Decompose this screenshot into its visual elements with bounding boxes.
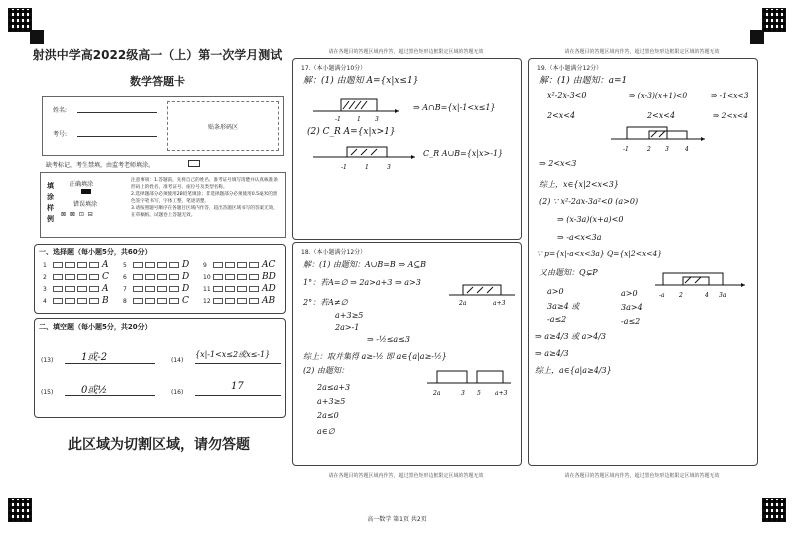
q18-line: a+3≥5 xyxy=(317,397,346,406)
handwritten-choice: B xyxy=(102,296,109,306)
q19-line: 解：(1) 由题知：a=1 xyxy=(539,76,628,86)
card-subtitle: 数学答题卡 xyxy=(130,75,185,88)
q19-line: 2<x<4 xyxy=(547,111,576,120)
option-bubble[interactable] xyxy=(169,298,179,304)
option-bubble[interactable] xyxy=(157,262,167,268)
q17-axis2-tick: -1 xyxy=(341,164,347,171)
q19-line: ⇒ (x-3)(x+1)<0 xyxy=(629,91,688,100)
blank-15-line[interactable] xyxy=(65,395,155,396)
option-bubble[interactable] xyxy=(133,298,143,304)
q19-axis1-tick: -1 xyxy=(623,146,629,153)
option-bubble[interactable] xyxy=(65,298,75,304)
q18-line: 1°：若A=∅ ⇒ 2a>a+3 ⇒ a>3 xyxy=(303,278,421,287)
handwritten-choice: C xyxy=(182,296,189,306)
blank-13-line[interactable] xyxy=(65,363,155,364)
section2-title: 二、填空题（每小题5分，共20分） xyxy=(39,323,152,331)
q17-header: 17.（本小题满分10分） xyxy=(301,65,367,72)
handwritten-choice: C xyxy=(102,272,109,282)
option-bubble[interactable] xyxy=(169,274,179,280)
q19-line: -a≤2 xyxy=(547,315,567,324)
question-number: 5 xyxy=(123,261,127,269)
name-field[interactable] xyxy=(77,112,157,113)
choice-question xyxy=(43,284,123,294)
q17-axis1-tick: 1 xyxy=(357,116,361,123)
choice-question xyxy=(123,260,203,270)
q19-axis2-tick: 3a xyxy=(719,292,727,299)
qr-code-top-left xyxy=(8,8,32,32)
q19-axis1-tick: 3 xyxy=(665,146,669,153)
q19-number-line-1 xyxy=(609,119,709,153)
option-bubble[interactable] xyxy=(53,274,63,280)
choice-row xyxy=(43,271,283,283)
handwritten-choice: A xyxy=(102,260,109,270)
option-bubble[interactable] xyxy=(249,298,259,304)
q19-line: 3a≥4 或 xyxy=(547,302,580,311)
fill-example-label: 填 涂 样 例 xyxy=(47,182,54,223)
page-footer: 高一数学 第1页 共2页 xyxy=(367,516,427,523)
q19-line: (2) ∵ x²-2ax-3a²<0 (a>0) xyxy=(539,197,639,206)
exam-no-label: 考号: xyxy=(53,131,68,138)
q19-axis2-tick: 2 xyxy=(679,292,683,299)
handwritten-choice: BD xyxy=(262,272,276,282)
q18-line: 综上：取并集得 a≥-½ 即 a∈{a|a≥-½} xyxy=(303,352,447,361)
q19-line: 又由题知：Q⊊P xyxy=(539,268,598,277)
q18-axis2-tick: 2a xyxy=(433,390,441,397)
option-bubble[interactable] xyxy=(65,286,75,292)
q19-line: -a≤2 xyxy=(621,317,641,326)
q18-axis2-tick: 3 xyxy=(461,390,465,397)
page-title: 射洪中学高2022级高一（上）第一次学月测试 xyxy=(32,48,283,62)
option-bubble[interactable] xyxy=(237,286,247,292)
option-bubble[interactable] xyxy=(89,286,99,292)
q19-line: a>0 xyxy=(621,289,638,298)
option-bubble[interactable] xyxy=(225,286,235,292)
blank-16-answer: 17 xyxy=(231,381,244,392)
q17-number-line-2 xyxy=(311,137,421,177)
q17-axis1-tick: 3 xyxy=(375,116,379,123)
option-bubble[interactable] xyxy=(225,262,235,268)
wrong-fill-label: 错误填涂 xyxy=(73,201,98,208)
option-bubble[interactable] xyxy=(145,286,155,292)
question-number: 2 xyxy=(43,273,47,281)
q18-axis1-tick: 2a xyxy=(459,300,467,307)
boundary-notice-bottom: 请在各题目的答题区域内作答，超过黑色矩形边框限定区域的答题无效 xyxy=(328,473,484,479)
answer-card-header xyxy=(30,46,285,89)
blank-13-label: (13) xyxy=(41,357,54,364)
boundary-notice-top: 请在各题目的答题区域内作答，超过黑色矩形边框限定区域的答题无效 xyxy=(564,49,720,55)
option-bubble[interactable] xyxy=(237,274,247,280)
question-number: 11 xyxy=(203,285,211,293)
alignment-mark xyxy=(30,30,44,44)
option-bubble[interactable] xyxy=(237,262,247,268)
option-bubble[interactable] xyxy=(213,298,223,304)
q19-number-line-2 xyxy=(653,265,749,299)
correct-fill-label: 正确填涂 xyxy=(69,181,94,188)
option-bubble[interactable] xyxy=(145,298,155,304)
blank-16-line[interactable] xyxy=(195,395,281,396)
choice-grid xyxy=(43,259,283,307)
boundary-notice-top: 请在各题目的答题区域内作答，超过黑色矩形边框限定区域的答题无效 xyxy=(328,49,484,55)
option-bubble[interactable] xyxy=(145,274,155,280)
q18-line: 2a>-1 xyxy=(335,323,360,332)
question-number: 9 xyxy=(203,261,207,269)
option-bubble[interactable] xyxy=(133,274,143,280)
choice-question xyxy=(43,260,123,270)
q18-line: 解：(1) 由题知：A∪B=B ⇒ A⊆B xyxy=(303,260,426,269)
cut-zone xyxy=(34,420,284,468)
question-number: 7 xyxy=(123,285,127,293)
blank-16-label: (16) xyxy=(171,389,184,396)
option-bubble[interactable] xyxy=(89,298,99,304)
option-bubble[interactable] xyxy=(213,262,223,268)
option-bubble[interactable] xyxy=(77,298,87,304)
choice-question xyxy=(123,284,203,294)
choice-question xyxy=(123,272,203,282)
option-bubble[interactable] xyxy=(145,262,155,268)
correct-fill-sample xyxy=(81,189,91,194)
wrong-fill-samples: ⊠ ⊠ ⊡ ⊟ xyxy=(61,211,94,218)
blank-15-answer: 0或½ xyxy=(81,385,108,396)
option-bubble[interactable] xyxy=(249,262,259,268)
option-bubble[interactable] xyxy=(169,286,179,292)
q18-axis2-tick: a+3 xyxy=(495,390,508,397)
choice-question xyxy=(203,296,283,306)
q19-line: 3a>4 xyxy=(621,303,643,312)
option-bubble[interactable] xyxy=(53,298,63,304)
choice-question xyxy=(203,260,283,270)
option-bubble[interactable] xyxy=(157,286,167,292)
alignment-mark xyxy=(750,30,764,44)
q19-axis2-tick: -a xyxy=(659,292,665,299)
option-bubble[interactable] xyxy=(89,274,99,280)
choice-row xyxy=(43,295,283,307)
option-bubble[interactable] xyxy=(89,262,99,268)
question-number: 8 xyxy=(123,297,127,305)
choice-row xyxy=(43,283,283,295)
q18-line: (2) 由题知： xyxy=(303,366,349,375)
blank-15-label: (15) xyxy=(41,389,54,396)
question-number: 3 xyxy=(43,285,47,293)
q17-answer-box xyxy=(292,58,522,240)
option-bubble[interactable] xyxy=(213,274,223,280)
q19-line: a>0 xyxy=(547,287,564,296)
q17-axis1-tick: -1 xyxy=(335,116,341,123)
option-bubble[interactable] xyxy=(77,274,87,280)
q19-line: x²-2x-3<0 xyxy=(547,91,587,100)
option-bubble[interactable] xyxy=(225,274,235,280)
q19-line: ∵ p={x|-a<x<3a} Q={x|2<x<4} xyxy=(537,249,663,258)
notes: 注意事项：1.答题前，先将自己的姓名、准考证号填写清楚并认真核准条形码上的姓名、准考证号、座位号及类型名称。 2.选择题部分必须使用2B铅笔填涂；非选择题部分必须使用0.5毫米的黑色签字笔书写，字体工整，笔迹清楚。 3.请按照题号顺序在各题目区域内作答，超出答题区域书写的答案无效，在草稿纸、试题卷上答题无效。 xyxy=(131,178,278,218)
q17-axis2-tick: 3 xyxy=(387,164,391,171)
qr-code-top-right xyxy=(762,8,786,32)
handwritten-choice: D xyxy=(182,260,190,270)
handwritten-choice: AC xyxy=(262,260,276,270)
option-bubble[interactable] xyxy=(249,286,259,292)
q18-axis2-tick: 5 xyxy=(477,390,481,397)
q19-line: ⇒ a≥4/3 或 a>4/3 xyxy=(535,332,607,341)
choice-question xyxy=(203,272,283,282)
absent-note: 缺考标记，考生禁填，由监考老师填涂。 xyxy=(46,162,155,169)
q18-number-line-2 xyxy=(425,361,515,401)
q19-line: 综上，x∈{x|2<x<3} xyxy=(539,180,619,189)
option-bubble[interactable] xyxy=(77,286,87,292)
question-number: 10 xyxy=(203,273,211,281)
option-bubble[interactable] xyxy=(53,286,63,292)
q17-axis2-tick: 1 xyxy=(365,164,369,171)
option-bubble[interactable] xyxy=(133,286,143,292)
q18-line: a∈∅ xyxy=(317,427,335,436)
option-bubble[interactable] xyxy=(157,274,167,280)
q19-line: 2<x<4 xyxy=(647,111,676,120)
q19-line: ⇒ 2<x<4 xyxy=(713,111,749,120)
q17-line2: ⇒ A∩B={x|-1<x≤1} xyxy=(413,103,496,112)
question-number: 1 xyxy=(43,261,47,269)
q19-line: ⇒ (x-3a)(x+a)<0 xyxy=(557,215,624,224)
choice-question xyxy=(43,272,123,282)
choice-question xyxy=(43,296,123,306)
handwritten-choice: A xyxy=(102,284,109,294)
question-number: 6 xyxy=(123,273,127,281)
blank-14-line[interactable] xyxy=(195,363,281,364)
blank-14-answer: {x|-1<x≤2或x≤-1} xyxy=(195,350,271,359)
fill-example-box xyxy=(40,172,286,238)
barcode-label: 贴条形码区 xyxy=(207,124,238,131)
q18-line: 2a≤a+3 xyxy=(317,383,351,392)
exam-no-field[interactable] xyxy=(77,136,157,137)
handwritten-choice: AB xyxy=(262,296,276,306)
option-bubble[interactable] xyxy=(225,298,235,304)
option-bubble[interactable] xyxy=(65,274,75,280)
option-bubble[interactable] xyxy=(65,262,75,268)
fill-blank-section xyxy=(34,318,286,418)
blank-13-answer: 1或-2 xyxy=(81,352,108,363)
q17-line4: C_R A∪B={x|x>-1} xyxy=(423,149,504,158)
option-bubble[interactable] xyxy=(133,262,143,268)
multiple-choice-section xyxy=(34,244,286,314)
choice-row xyxy=(43,259,283,271)
q18-line: 2a≤0 xyxy=(317,411,339,420)
q18-number-line-1 xyxy=(447,279,517,309)
q18-line: ⇒ -½≤a≤3 xyxy=(367,335,410,344)
option-bubble[interactable] xyxy=(157,298,167,304)
q19-header: 19.（本小题满分12分） xyxy=(537,65,603,72)
handwritten-choice: D xyxy=(182,272,190,282)
q19-axis1-tick: 2 xyxy=(647,146,651,153)
q18-axis1-tick: a+3 xyxy=(493,300,506,307)
choice-question xyxy=(203,284,283,294)
option-bubble[interactable] xyxy=(169,262,179,268)
q18-answer-box xyxy=(292,242,522,466)
q18-line: a+3≥5 xyxy=(335,311,364,320)
q17-line3: (2) C_R A={x|x>1} xyxy=(307,127,396,137)
q17-line1: 解：(1) 由题知 A={x|x≤1} xyxy=(303,76,419,86)
option-bubble[interactable] xyxy=(77,262,87,268)
q19-line: ⇒ a≥4/3 xyxy=(535,349,569,358)
blank-14-label: (14) xyxy=(171,357,184,364)
barcode-area xyxy=(167,101,279,151)
cut-zone-text: 此区域为切割区域，请勿答题 xyxy=(68,437,250,453)
option-bubble[interactable] xyxy=(53,262,63,268)
boundary-notice-bottom: 请在各题目的答题区域内作答，超过黑色矩形边框限定区域的答题无效 xyxy=(564,473,720,479)
question-number: 12 xyxy=(203,297,211,305)
q19-answer-box xyxy=(528,58,758,466)
q19-line: ⇒ -1<x<3 xyxy=(711,91,749,100)
handwritten-choice: AD xyxy=(262,284,276,294)
q19-line: ⇒ -a<x<3a xyxy=(557,233,602,242)
name-label: 姓名: xyxy=(53,107,68,114)
q19-axis2-tick: 4 xyxy=(705,292,709,299)
q18-line: 2°：若A≠∅ xyxy=(303,298,348,307)
q19-axis1-tick: 4 xyxy=(685,146,689,153)
section1-title: 一、选择题（每小题5分，共60分） xyxy=(39,248,152,256)
option-bubble[interactable] xyxy=(249,274,259,280)
q19-line: ⇒ 2<x<3 xyxy=(539,159,577,168)
q17-number-line-1 xyxy=(311,87,401,131)
student-info-box xyxy=(42,96,284,156)
absent-checkbox[interactable] xyxy=(188,160,200,167)
option-bubble[interactable] xyxy=(237,298,247,304)
choice-question xyxy=(123,296,203,306)
handwritten-choice: D xyxy=(182,284,190,294)
question-number: 4 xyxy=(43,297,47,305)
q19-line: 综上，a∈{a|a≥4/3} xyxy=(535,366,612,375)
q18-header: 18.（本小题满分12分） xyxy=(301,249,367,256)
option-bubble[interactable] xyxy=(213,286,223,292)
